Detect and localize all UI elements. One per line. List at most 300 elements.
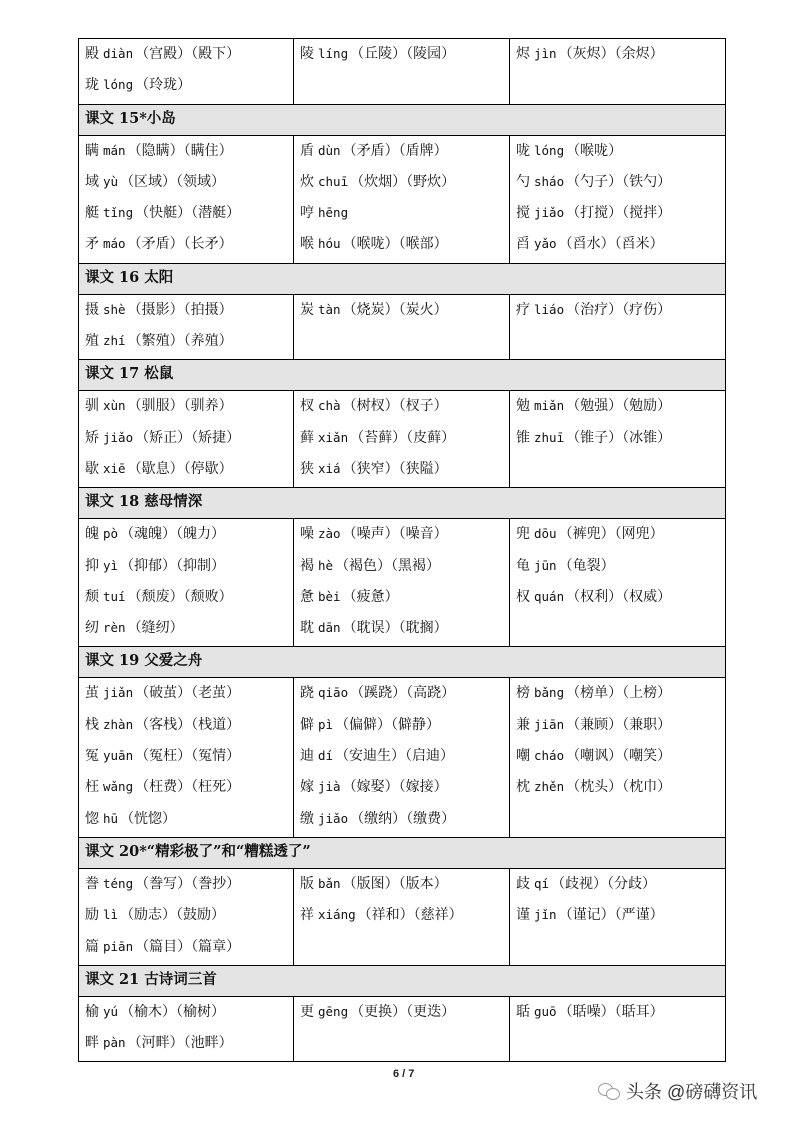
pinyin: bǎng (534, 685, 565, 701)
vocab-entry (516, 712, 719, 743)
pinyin: guō (534, 1003, 557, 1019)
pinyin: gēng (318, 1003, 349, 1019)
vocab-entry (300, 200, 503, 231)
character: 篇 (85, 938, 99, 955)
example-words: （矫正）（矫捷） (135, 429, 241, 446)
vocab-entry (85, 712, 287, 743)
pinyin: dān (318, 620, 341, 636)
example-words: （榜单）（上榜） (566, 685, 672, 702)
character: 迪 (300, 748, 314, 765)
example-words: （祥和）（慈祥） (357, 907, 463, 924)
character: 烬 (516, 46, 530, 62)
pinyin: máo (103, 236, 126, 252)
vocab-entry (300, 680, 503, 711)
example-words: （治疗）（疗伤） (566, 301, 672, 318)
example-words: （耽误）（耽搁） (342, 620, 448, 637)
character: 摄 (85, 301, 99, 318)
page-number: 6 / 7 (393, 1068, 415, 1080)
vocab-entry (300, 297, 503, 328)
example-words: （谨记）（严谨） (558, 907, 664, 924)
vocab-entry (300, 774, 503, 805)
vocab-entry (516, 231, 719, 262)
example-words: （版图）（版本） (342, 875, 448, 892)
vocab-entry (300, 393, 503, 424)
pinyin: tàn (318, 301, 341, 317)
vocab-entry (300, 41, 503, 72)
pinyin: pò (103, 526, 119, 542)
vocab-row (79, 996, 726, 1062)
vocab-cell (79, 868, 294, 965)
pinyin: jiān (534, 716, 565, 732)
vocab-entry (300, 615, 503, 646)
vocab-entry (85, 393, 287, 424)
lesson-title: 课文 20*“精彩极了”和“糟糕透了” (79, 837, 726, 868)
example-words: （隐瞒）（瞒住） (127, 142, 233, 159)
character: 歇 (85, 460, 99, 477)
vocab-entry (85, 743, 287, 774)
pinyin: hū (103, 810, 119, 826)
vocab-entry (300, 169, 503, 200)
vocab-row (79, 678, 726, 837)
vocab-entry (85, 328, 287, 359)
vocab-entry (516, 774, 719, 805)
pinyin: tǐng (103, 205, 134, 221)
pinyin: téng (103, 875, 134, 891)
example-words: （缝纫） (127, 620, 184, 637)
pinyin: xiá (318, 460, 341, 476)
vocab-cell (294, 519, 510, 647)
vocab-entry (516, 553, 719, 584)
character: 褐 (300, 557, 314, 574)
vocab-entry (516, 680, 719, 711)
character: 藓 (300, 429, 314, 446)
vocab-entry (300, 584, 503, 615)
pinyin: hēng (318, 205, 349, 221)
lesson-title: 课文 15*小岛 (79, 104, 726, 135)
vocab-cell (294, 294, 510, 360)
example-words: （勺子）（铁勺） (566, 173, 672, 190)
example-words: （励志）（鼓励） (120, 907, 226, 924)
example-words: （誊写）（誊抄） (135, 875, 241, 892)
vocab-entry (85, 553, 287, 584)
pinyin: rèn (103, 620, 126, 636)
character: 喉 (300, 236, 314, 253)
vocab-entry (85, 297, 287, 328)
character: 励 (85, 907, 99, 924)
vocab-cell (294, 39, 510, 105)
example-words: （褐色）（黑褐） (335, 557, 441, 574)
character: 惫 (300, 588, 314, 605)
vocab-entry (85, 169, 287, 200)
character: 矫 (85, 429, 99, 446)
vocab-entry (300, 456, 503, 487)
character: 勉 (516, 398, 530, 415)
example-words: （篇目）（篇章） (135, 938, 241, 955)
vocab-entry (85, 774, 287, 805)
vocab-cell (79, 996, 294, 1062)
pinyin: miǎn (534, 398, 565, 414)
example-words: （快艇）（潜艇） (135, 205, 241, 222)
vocab-entry (85, 806, 287, 837)
vocab-cell (510, 868, 726, 965)
example-words: （恍惚） (120, 810, 177, 827)
vocab-row (79, 519, 726, 647)
pinyin: bǎn (318, 875, 341, 891)
watermark-text: 头条 @磅礴资讯 (626, 1082, 758, 1102)
character: 陵 (300, 46, 314, 62)
example-words: （玲珑） (135, 77, 192, 94)
pinyin: zhěn (534, 779, 565, 795)
vocab-entry (516, 521, 719, 552)
example-words: （裤兜）（网兜） (558, 526, 664, 543)
vocab-entry (85, 425, 287, 456)
lesson-header-row (79, 488, 726, 519)
pinyin: pàn (103, 1035, 126, 1051)
example-words: （蹊跷）（高跷） (350, 685, 456, 702)
vocab-entry (300, 743, 503, 774)
vocab-entry (300, 231, 503, 262)
vocab-entry (516, 999, 719, 1030)
vocab-cell (79, 39, 294, 105)
example-words: （驯服）（驯养） (127, 398, 233, 415)
character: 僻 (300, 716, 314, 733)
vocab-entry (300, 806, 503, 837)
vocab-cell (79, 391, 294, 488)
lesson-header-row (79, 104, 726, 135)
vocab-entry (85, 231, 287, 262)
character: 嫁 (300, 779, 314, 796)
pinyin: lóng (103, 77, 134, 93)
vocab-row (79, 39, 726, 105)
pinyin: cháo (534, 748, 565, 764)
example-words: （宫殿）（殿下） (135, 46, 241, 62)
lesson-header-row (79, 360, 726, 391)
vocab-entry (300, 871, 503, 902)
pinyin: yuān (103, 748, 134, 764)
character: 域 (85, 173, 99, 190)
vocab-cell (79, 678, 294, 837)
character: 驯 (85, 398, 99, 415)
character: 咙 (516, 142, 530, 159)
example-words: （榆木）（榆树） (120, 1003, 226, 1020)
vocab-entry (300, 521, 503, 552)
character: 狭 (300, 460, 314, 477)
character: 谨 (516, 907, 530, 924)
vocab-entry (516, 584, 719, 615)
pinyin: jiǎo (318, 810, 349, 826)
character: 炊 (300, 173, 314, 190)
vocab-entry (516, 138, 719, 169)
vocab-entry (300, 999, 503, 1030)
vocab-entry (516, 425, 719, 456)
lesson-header-row (79, 647, 726, 678)
example-words: （喉咙） (566, 142, 623, 159)
character: 嘲 (516, 748, 530, 765)
lesson-title: 课文 19 父爱之舟 (79, 647, 726, 678)
example-words: （繁殖）（养殖） (127, 333, 233, 350)
example-words: （矛盾）（盾牌） (342, 142, 448, 159)
vocab-entry (516, 41, 719, 72)
character: 纫 (85, 620, 99, 637)
example-words: （矛盾）（长矛） (127, 236, 233, 253)
pinyin: líng (318, 46, 349, 61)
example-words: （嘲讽）（嘲笑） (566, 748, 672, 765)
vocab-cell (294, 391, 510, 488)
vocab-entry (85, 521, 287, 552)
pinyin: yú (103, 1003, 119, 1019)
vocab-row (79, 294, 726, 360)
pinyin: wǎng (103, 779, 134, 795)
lesson-header-row (79, 263, 726, 294)
example-words: （苔藓）（皮藓） (350, 429, 456, 446)
example-words: （枕头）（枕巾） (566, 779, 672, 796)
watermark (598, 1078, 757, 1104)
lesson-title: 课文 21 古诗词三首 (79, 965, 726, 996)
character: 殖 (85, 333, 99, 350)
vocab-entry (300, 138, 503, 169)
character: 抑 (85, 557, 99, 574)
example-words: （更换）（更迭） (350, 1003, 456, 1020)
pinyin: zhàn (103, 716, 134, 732)
vocab-entry (85, 456, 287, 487)
pinyin: tuí (103, 588, 126, 604)
pinyin: quán (534, 588, 565, 604)
lesson-header-row (79, 837, 726, 868)
pinyin: shè (103, 301, 126, 317)
example-words: （区域）（领域） (120, 173, 226, 190)
vocab-cell (79, 135, 294, 263)
vocab-entry (516, 902, 719, 933)
vocab-entry (85, 934, 287, 965)
character: 耽 (300, 620, 314, 637)
vocab-cell (510, 678, 726, 837)
character: 疗 (516, 301, 530, 318)
vocab-cell (294, 135, 510, 263)
example-words: （烧炭）（炭火） (342, 301, 448, 318)
pinyin: pì (318, 716, 334, 732)
pinyin: yì (103, 557, 119, 573)
vocab-row (79, 391, 726, 488)
example-words: （偏僻）（僻静） (335, 716, 441, 733)
pinyin: zhuī (534, 429, 565, 445)
pinyin: dí (318, 748, 334, 764)
example-words: （锥子）（冰锥） (566, 429, 672, 446)
character: 权 (516, 588, 530, 605)
example-words: （灰烬）（余烬） (558, 46, 664, 62)
example-words: （打搅）（搅拌） (566, 205, 672, 222)
vocab-cell (79, 294, 294, 360)
character: 勺 (516, 173, 530, 190)
pinyin: xiáng (318, 907, 356, 923)
pinyin: hè (318, 557, 334, 573)
character: 兜 (516, 526, 530, 543)
pinyin: jìn (534, 46, 557, 61)
example-words: （河畔）（池畔） (127, 1035, 233, 1052)
vocab-entry (85, 680, 287, 711)
vocab-cell (510, 391, 726, 488)
lesson-title: 课文 18 慈母情深 (79, 488, 726, 519)
example-words: （树杈）（杈子） (342, 398, 448, 415)
character: 跷 (300, 685, 314, 702)
pinyin: jiǎo (534, 205, 565, 221)
character: 珑 (85, 77, 99, 94)
pinyin: lóng (534, 142, 565, 158)
character: 盾 (300, 142, 314, 159)
character: 版 (300, 875, 314, 892)
vocab-cell (294, 996, 510, 1062)
pinyin: bèi (318, 588, 341, 604)
character: 榜 (516, 685, 530, 702)
pinyin: yǎo (534, 236, 557, 252)
vocab-cell (510, 135, 726, 263)
example-words: （缴纳）（缴费） (350, 810, 456, 827)
character: 龟 (516, 557, 530, 574)
pinyin: mán (103, 142, 126, 158)
pinyin: liáo (534, 301, 565, 317)
example-words: （兼顾）（兼职） (566, 716, 672, 733)
character: 颓 (85, 588, 99, 605)
example-words: （魂魄）（魄力） (120, 526, 226, 543)
vocab-entry (300, 902, 503, 933)
pinyin: jiǎo (103, 429, 134, 445)
wechat-icon (598, 1082, 622, 1100)
pinyin: zhí (103, 333, 126, 349)
pinyin: jūn (534, 557, 557, 573)
example-words: （勉强）（勉励） (566, 398, 672, 415)
pinyin: jiǎn (103, 685, 134, 701)
character: 枉 (85, 779, 99, 796)
character: 聒 (516, 1003, 530, 1020)
example-words: （安迪生）（启迪） (335, 748, 455, 765)
character: 艇 (85, 205, 99, 222)
vocab-cell (510, 519, 726, 647)
vocab-entry (516, 297, 719, 328)
example-words: （嫁娶）（嫁接） (342, 779, 448, 796)
character: 畔 (85, 1035, 99, 1052)
character: 炭 (300, 301, 314, 318)
character: 杈 (300, 398, 314, 415)
pinyin: xiē (103, 460, 126, 476)
example-words: （聒噪）（聒耳） (558, 1003, 664, 1020)
vocab-entry (85, 138, 287, 169)
character: 兼 (516, 716, 530, 733)
vocab-entry (85, 584, 287, 615)
character: 更 (300, 1003, 314, 1020)
character: 栈 (85, 716, 99, 733)
pinyin: xùn (103, 398, 126, 414)
pinyin: chà (318, 398, 341, 414)
vocab-entry (85, 902, 287, 933)
vocab-cell (510, 996, 726, 1062)
character: 缴 (300, 810, 314, 827)
character: 噪 (300, 526, 314, 543)
example-words: （炊烟）（野炊） (350, 173, 456, 190)
vocab-entry (300, 712, 503, 743)
example-words: （枉费）（枉死） (135, 779, 241, 796)
example-words: （冤枉）（冤情） (135, 748, 241, 765)
pinyin: zào (318, 526, 341, 542)
character: 冤 (85, 748, 99, 765)
vocab-entry (516, 743, 719, 774)
vocab-entry (85, 615, 287, 646)
example-words: （疲惫） (342, 588, 399, 605)
example-words: （颓废）（颓败） (127, 588, 233, 605)
example-words: （舀水）（舀米） (558, 236, 664, 253)
vocab-entry (300, 553, 503, 584)
pinyin: lì (103, 907, 119, 923)
vocab-entry (85, 1030, 287, 1061)
character: 惚 (85, 810, 99, 827)
vocab-entry (516, 871, 719, 902)
vocab-entry (85, 999, 287, 1030)
vocabulary-table (78, 38, 726, 1062)
example-words: （噪声）（噪音） (342, 526, 448, 543)
character: 锥 (516, 429, 530, 446)
pinyin: jià (318, 779, 341, 795)
character: 誊 (85, 875, 99, 892)
example-words: （抑郁）（抑制） (120, 557, 226, 574)
vocab-row (79, 868, 726, 965)
example-words: （权利）（权威） (566, 588, 672, 605)
example-words: （丘陵）（陵园） (350, 46, 456, 62)
pinyin: hóu (318, 236, 341, 252)
character: 矛 (85, 236, 99, 253)
vocab-entry (300, 425, 503, 456)
vocab-cell (294, 678, 510, 837)
example-words: （喉咙）（喉部） (342, 236, 448, 253)
vocab-entry (85, 200, 287, 231)
vocab-entry (85, 41, 287, 72)
example-words: （破茧）（老茧） (135, 685, 241, 702)
vocab-entry (516, 393, 719, 424)
character: 哼 (300, 205, 314, 222)
example-words: （龟裂） (558, 557, 615, 574)
example-words: （歧视）（分歧） (551, 875, 657, 892)
vocab-cell (79, 519, 294, 647)
character: 祥 (300, 907, 314, 924)
pinyin: qí (534, 875, 550, 891)
example-words: （狭窄）（狭隘） (342, 460, 448, 477)
vocab-row (79, 135, 726, 263)
lesson-header-row (79, 965, 726, 996)
character: 榆 (85, 1003, 99, 1020)
lesson-title: 课文 17 松鼠 (79, 360, 726, 391)
vocab-entry (516, 200, 719, 231)
vocab-entry (85, 72, 287, 103)
vocab-cell (294, 868, 510, 965)
vocab-entry (85, 871, 287, 902)
example-words: （摄影）（拍摄） (127, 301, 233, 318)
character: 魄 (85, 526, 99, 543)
vocab-cell (510, 39, 726, 105)
example-words: （歇息）（停歇） (127, 460, 233, 477)
lesson-title: 课文 16 太阳 (79, 263, 726, 294)
pinyin: yù (103, 173, 119, 189)
character: 舀 (516, 236, 530, 253)
vocab-cell (510, 294, 726, 360)
character: 搅 (516, 205, 530, 222)
pinyin: jǐn (534, 907, 557, 923)
pinyin: piān (103, 938, 134, 954)
pinyin: chuī (318, 173, 349, 189)
character: 茧 (85, 685, 99, 702)
pinyin: dùn (318, 142, 341, 158)
pinyin: qiāo (318, 685, 349, 701)
character: 歧 (516, 875, 530, 892)
pinyin: sháo (534, 173, 565, 189)
pinyin: diàn (103, 46, 134, 61)
character: 枕 (516, 779, 530, 796)
